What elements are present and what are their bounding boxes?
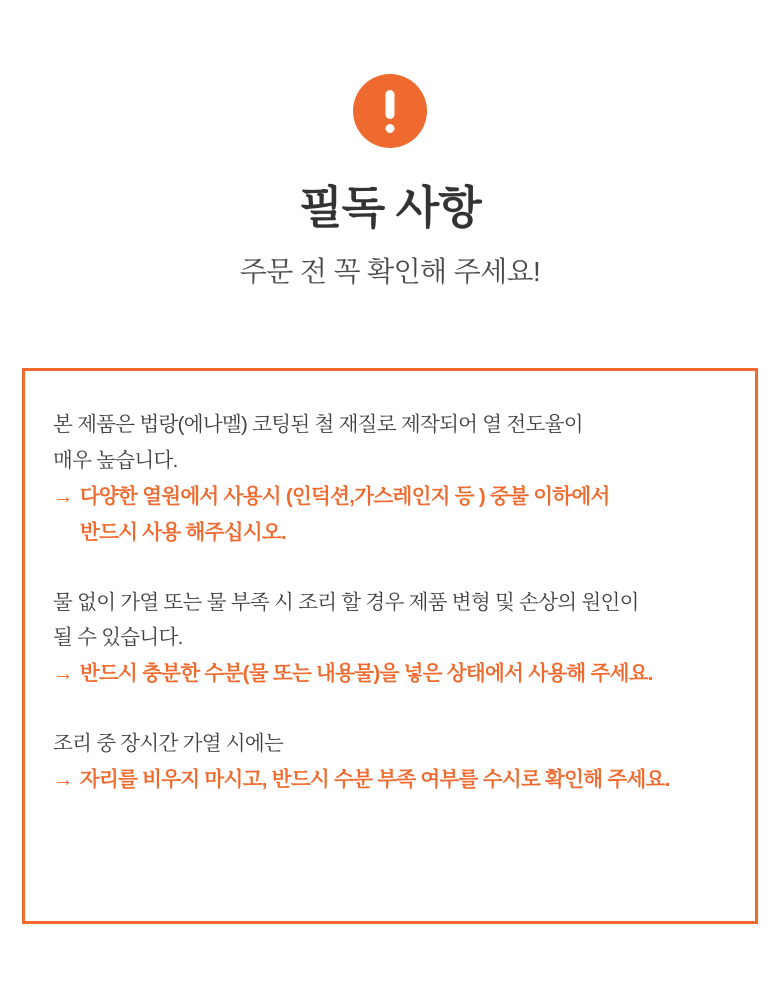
page-header — [0, 0, 780, 288]
notice-plain-line: 본 제품은 법랑(에나멜) 코팅된 철 재질로 제작되어 열 전도율이 — [53, 413, 583, 436]
exclamation-dot — [386, 124, 395, 133]
notice-block-1 — [53, 407, 727, 551]
notice-box — [22, 368, 758, 924]
notice-block-3 — [53, 726, 727, 798]
notice-plain-line: 조리 중 장시간 가열 시에는 — [53, 732, 284, 756]
page-title: 필독 사항 — [299, 182, 481, 233]
notice-accent-text: 자리를 비우지 마시고, 반드시 수분 부족 여부를 수시로 확인해 주세요. — [79, 768, 670, 791]
notice-plain-line: 매우 높습니다. — [53, 448, 178, 472]
notice-plain-line: 될 수 있습니다. — [53, 626, 183, 650]
arrow-right-icon: → — [53, 484, 73, 508]
notice-accent-continuation: 반드시 사용 해주십시오. — [80, 520, 287, 544]
notice-accent-line — [53, 762, 727, 798]
notice-plain-line: 물 없이 가열 또는 물 부족 시 조리 할 경우 제품 변형 및 손상의 원인이 — [53, 590, 639, 614]
notice-block-2 — [53, 585, 727, 693]
arrow-right-icon: → — [53, 662, 73, 686]
exclamation-bar — [386, 90, 395, 119]
notice-accent-line — [53, 656, 727, 692]
notice-accent-text: 다양한 열원에서 사용시 (인덕션,가스레인지 등 ) 중불 이하에서 — [79, 484, 610, 508]
notice-accent-line — [53, 479, 727, 515]
page-subtitle: 주문 전 꼭 확인해 주세요! — [239, 255, 541, 287]
exclamation-circle-icon — [353, 74, 427, 148]
notice-accent-text: 반드시 충분한 수분(물 또는 내용물)을 넣은 상태에서 사용해 주세요. — [79, 662, 653, 686]
arrow-right-icon: → — [53, 768, 73, 791]
